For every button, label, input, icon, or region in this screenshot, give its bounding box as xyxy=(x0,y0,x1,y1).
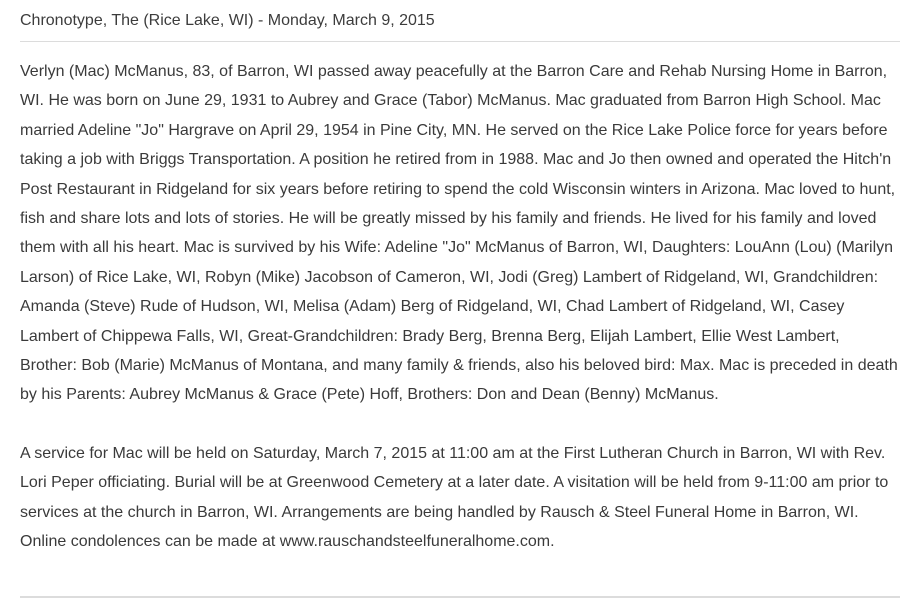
source-date-line: Chronotype, The (Rice Lake, WI) - Monday, March 9, 2015 xyxy=(20,0,900,42)
obituary-article xyxy=(20,0,900,557)
bottom-divider xyxy=(20,596,900,598)
obituary-paragraph-1: Verlyn (Mac) McManus, 83, of Barron, WI passed away peacefully at the Barron Care and Rehab Nursing Home in Barron, WI. He was born on June 29, 1931 to Aubrey and Grace (Tabor) McManus. Mac graduated from Barron High School. Mac married Adeline "Jo" Hargrave on April 29, 1954 in Pine City, MN. He served on the Rice Lake Police force for years before taking a job with Briggs Transportation. A position he retired from in 1988. Mac and Jo then owned and operated the Hitch'n Post Restaurant in Ridgeland for six years before retiring to spend the cold Wisconsin winters in Arizona. Mac loved to hunt, fish and share lots and lots of stories. He will be greatly missed by his family and friends. He lived for his family and loved them with all his heart. Mac is survived by his Wife: Adeline "Jo" McManus of Barron, WI, Daughters: LouAnn (Lou) (Marilyn Larson) of Rice Lake, WI, Robyn (Mike) Jacobson of Cameron, WI, Jodi (Greg) Lambert of Ridgeland, WI, Grandchildren: Amanda (Steve) Rude of Hudson, WI, Melisa (Adam) Berg of Ridgeland, WI, Chad Lambert of Ridgeland, WI, Casey Lambert of Chippewa Falls, WI, Great-Grandchildren: Brady Berg, Brenna Berg, Elijah Lambert, Ellie West Lambert, Brother: Bob (Marie) McManus of Montana, and many family & friends, also his beloved bird: Max. Mac is preceded in death by his Parents: Aubrey McManus & Grace (Pete) Hoff, Brothers: Don and Dean (Benny) McManus. xyxy=(20,63,898,404)
obituary-paragraph-2: A service for Mac will be held on Saturday, March 7, 2015 at 11:00 am at the First Lutheran Church in Barron, WI with Rev. Lori Peper officiating. Burial will be at Greenwood Cemetery at a later date. A visitation will be held from 9-11:00 am prior to services at the church in Barron, WI. Arrangements are being handled by Rausch & Steel Funeral Home in Barron, WI. Online condolences can be made at www.rauschandsteelfuneralhome.com. xyxy=(20,444,889,551)
